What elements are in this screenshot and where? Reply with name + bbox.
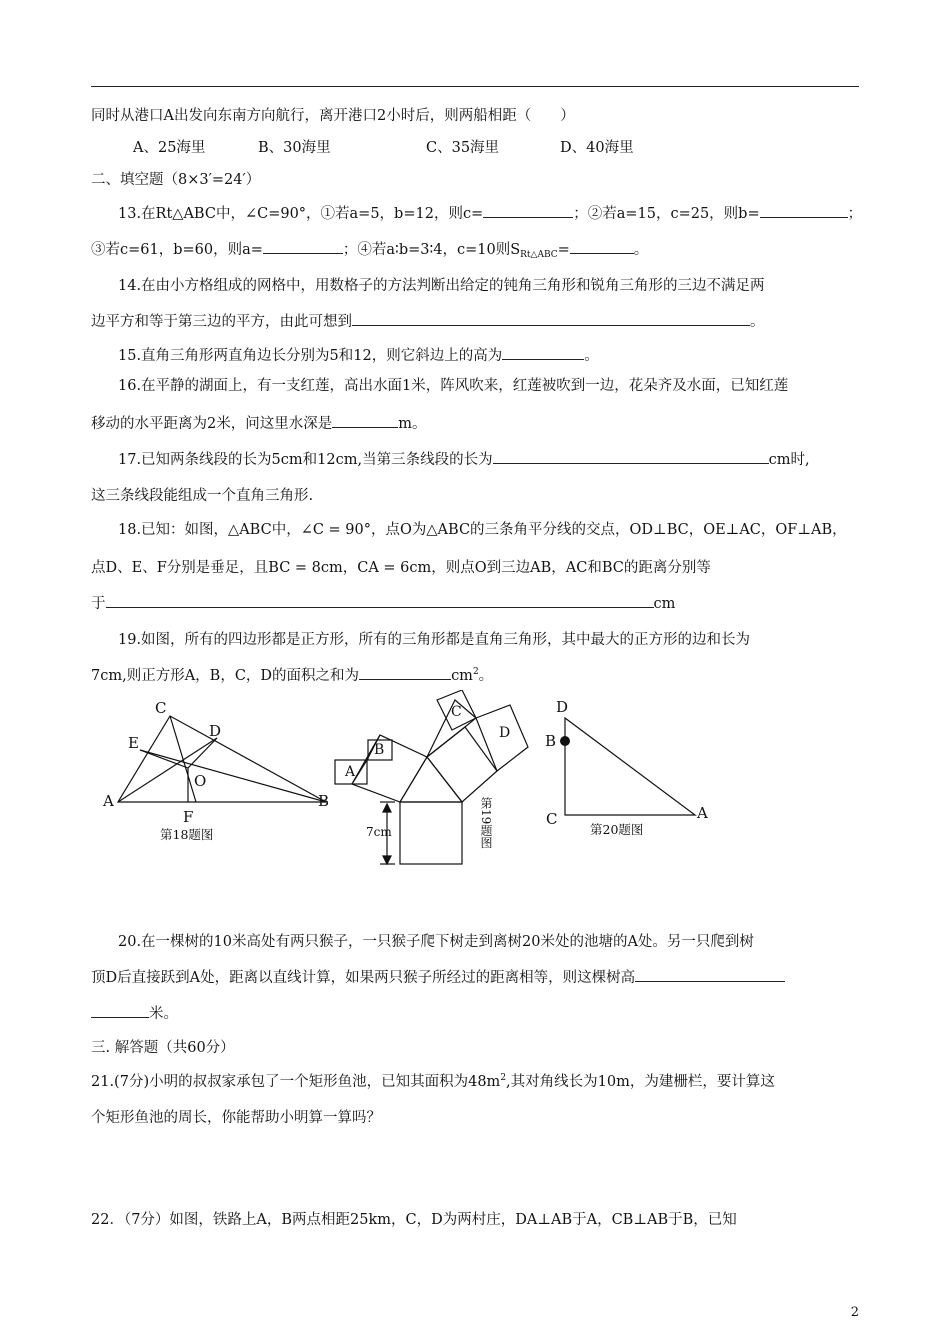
q19-text: 7cm,则正方形A，B，C，D的面积之和为	[91, 668, 360, 684]
q15-blank[interactable]	[502, 345, 584, 360]
q16-text: 移动的水平距离为2米，问这里水深是	[91, 416, 333, 432]
fig19-label-b: B	[374, 742, 385, 758]
q18-blank1[interactable]	[106, 593, 394, 608]
fig19-length: 7cm	[366, 825, 392, 839]
q20-blank-part1[interactable]	[635, 967, 785, 982]
q13-part6: =	[557, 242, 570, 258]
q13-blank-b[interactable]	[760, 203, 848, 218]
header-rule	[91, 86, 859, 87]
q12-text: 同时从港口A出发向东南方向航行，离开港口2小时后，则两船相距（ ）	[91, 108, 575, 124]
q14-line1: 14.在由小方格组成的网格中，用数格子的方法判断出给定的钝角三角形和锐角三角形的三边不满足两	[118, 278, 765, 294]
q12-option-a: A、25海里	[133, 140, 206, 156]
q17-line1	[118, 448, 810, 469]
q18-unit: cm	[653, 596, 676, 612]
fig18-label-e: E	[128, 734, 139, 752]
fig19-right-square	[427, 727, 497, 802]
fig20-triangle	[565, 718, 695, 815]
section2-title: 二、填空题（8×3′=24′）	[91, 172, 261, 188]
fig20-label-b: B	[545, 732, 557, 750]
q19-line2	[91, 664, 493, 685]
q18-text: 于	[91, 596, 106, 612]
q20-line3	[91, 1002, 178, 1023]
section3-title: 三. 解答题（共60分）	[91, 1040, 235, 1056]
q14-line2	[91, 310, 765, 331]
q20-end: 米。	[149, 1006, 178, 1022]
q13-blank-a[interactable]	[263, 239, 343, 254]
q13-part3: ；	[847, 206, 863, 222]
figure-20	[565, 718, 695, 815]
fig18-label-c: C	[155, 699, 167, 717]
q17-line2: 这三条线段能组成一个直角三角形.	[91, 488, 314, 504]
fig18-caption: 第18题图	[160, 827, 214, 842]
fig18-line-od	[188, 738, 217, 768]
figures	[0, 690, 950, 880]
q18-blank2[interactable]	[394, 593, 654, 608]
fig19-left-square	[352, 735, 427, 802]
page-number: 2	[850, 1305, 859, 1320]
q22-line1: 22．（7分）如图，铁路上A，B两点相距25km，C，D为两村庄，DA⊥AB于A，CB⊥AB于B，已知	[91, 1212, 737, 1228]
q13-part1: 13.在Rt△ABC中，∠C=90°，①若a=5，b=12，则c=	[118, 206, 484, 222]
q19-end: 。	[478, 668, 494, 684]
q13-part7: 。	[633, 242, 649, 258]
fig18-label-a: A	[103, 792, 114, 810]
fig19-label-c: C	[451, 704, 462, 720]
fig19-bottom-triangle	[400, 757, 462, 802]
q13-blank-area[interactable]	[570, 239, 634, 254]
q14-end: 。	[750, 314, 765, 330]
fig20-point-b	[560, 736, 570, 746]
q12-option-c: C、35海里	[426, 140, 500, 156]
q14-text: 边平方和等于第三边的平方，由此可想到	[91, 314, 352, 330]
q16-end: m。	[398, 416, 427, 432]
q19-line1: 19.如图，所有的四边形都是正方形，所有的三角形都是直角三角形，其中最大的正方形的边和长为	[118, 632, 751, 648]
q15-end: 。	[584, 348, 599, 364]
q19-blank[interactable]	[359, 665, 451, 680]
fig19-big-square	[400, 802, 462, 864]
q13-line1	[118, 202, 862, 223]
fig18-label-d: D	[209, 722, 222, 740]
figure-18	[118, 716, 326, 802]
q13-part2: ；②若a=15，c=25，则b=	[573, 206, 760, 222]
q19-unit: cm	[451, 668, 473, 684]
q21-text-b: ,其对角线长为10m，为建栅栏，要计算这	[506, 1074, 775, 1090]
fig18-line-be	[140, 750, 326, 802]
q21-sup: 2	[500, 1073, 507, 1083]
q20-line2	[91, 966, 785, 987]
fig18-label-b: B	[318, 792, 330, 810]
q17-unit: cm时,	[768, 452, 810, 468]
fig18-label-o: O	[194, 772, 207, 790]
q13-blank-c[interactable]	[483, 203, 573, 218]
fig19-label-d: D	[499, 725, 511, 741]
fig20-labels	[545, 698, 708, 837]
q16-line2	[91, 412, 426, 433]
fig19-label-a: A	[345, 764, 356, 780]
q13-line2	[91, 238, 648, 260]
q12-option-d: D、40海里	[560, 140, 634, 156]
q17-blank[interactable]	[493, 449, 769, 464]
q13-part5: ；④若a∶b=3∶4，c=10则S	[342, 242, 521, 258]
figure-19	[335, 690, 528, 864]
q19-sup: 2	[472, 667, 479, 677]
q20-text: 顶D后直接跃到A处，距离以直线计算，如果两只猴子所经过的距离相等，则这棵树高	[91, 970, 636, 986]
fig18-label-f: F	[183, 808, 194, 826]
q21-line1	[91, 1070, 775, 1091]
q13-part4: ③若c=61，b=60，则a=	[91, 242, 263, 258]
q15-line	[118, 344, 599, 365]
q18-line1: 18.已知：如图，△ABC中，∠C = 90°，点O为△ABC的三条角平分线的交点，OD⊥BC，OE⊥AC，OF⊥AB，	[118, 522, 847, 538]
q20-blank-part2[interactable]	[91, 1003, 149, 1018]
q16-blank[interactable]	[332, 413, 398, 428]
q21-text-a: 21.(7分)小明的叔叔家承包了一个矩形鱼池，已知其面积为48m	[91, 1074, 501, 1090]
fig19-labels	[344, 704, 510, 848]
fig20-caption: 第20题图	[590, 822, 644, 837]
fig20-label-d: D	[556, 698, 569, 716]
fig19-arrow-up	[383, 804, 391, 812]
q14-blank[interactable]	[352, 311, 750, 326]
fig19-arrow-down	[383, 856, 391, 864]
fig20-label-c: C	[546, 810, 558, 828]
q18-line2: 点D、E、F分别是垂足，且BC = 8cm，CA = 6cm，则点O到三边AB，AC和BC的距离分别等	[91, 560, 711, 576]
fig18-triangle	[118, 716, 326, 802]
q18-line3	[91, 592, 675, 613]
q12-option-b: B、30海里	[258, 140, 331, 156]
q15-text: 15.直角三角形两直角边长分别为5和12，则它斜边上的高为	[118, 348, 503, 364]
q20-line1: 20.在一棵树的10米高处有两只猴子，一只猴子爬下树走到离树20米处的池塘的A处。另一只爬到树	[118, 934, 754, 950]
q21-line2: 个矩形鱼池的周长，你能帮助小明算一算吗？	[91, 1110, 381, 1126]
q17-text: 17.已知两条线段的长为5cm和12cm,当第三条线段的长为	[118, 452, 493, 468]
fig20-label-a: A	[697, 804, 708, 822]
fig19-caption: 第19题图	[479, 797, 493, 849]
q16-line1: 16.在平静的湖面上，有一支红莲，高出水面1米，阵风吹来，红莲被吹到一边，花朵齐及水面，已知红莲	[118, 378, 789, 394]
q13-subscript: Rt△ABC	[520, 250, 558, 260]
